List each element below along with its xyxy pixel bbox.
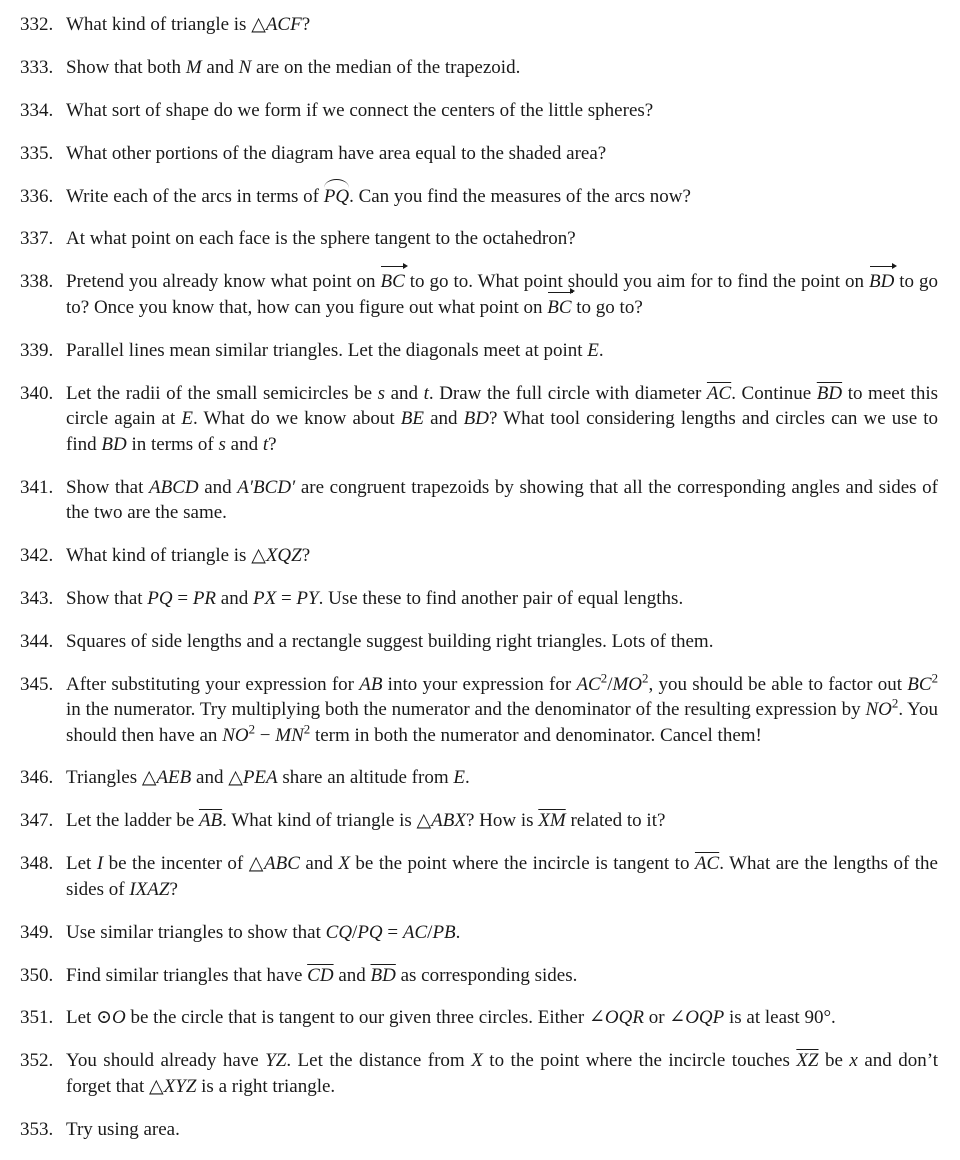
hint-item [20, 672, 938, 749]
hint-text: Write each of the arcs in terms of PQ. Can you find the measures of the arcs now? [66, 184, 938, 210]
hint-number: 351. [20, 1007, 54, 1029]
hint-number: 352. [20, 1050, 54, 1072]
hint-number: 337. [20, 228, 54, 250]
hint-number: 332. [20, 14, 54, 35]
hint-item [20, 851, 938, 902]
hint-item [20, 1048, 938, 1099]
hint-text: Show that ABCD and A′BCD′ are congruent trapezoids by showing that all the corresponding angles and sides of the two are the same. [66, 476, 939, 524]
hint-item [20, 1117, 938, 1143]
hint-text: Let ⊙O be the circle that is tangent to our given three circles. Either ∠OQR or ∠OQP is at least 90°. [66, 1007, 836, 1029]
hint-item [20, 586, 938, 612]
hint-text: What sort of shape do we form if we connect the centers of the little spheres? [66, 99, 654, 121]
hint-text: What kind of triangle is △ACF? [66, 14, 311, 35]
hint-number: 353. [20, 1118, 54, 1140]
hint-number: 350. [20, 964, 54, 986]
hint-item [20, 381, 938, 458]
hint-text: What other portions of the diagram have area equal to the shaded area? [66, 142, 607, 164]
hint-text: Triangles △AEB and △PEA share an altitude from E. [66, 767, 470, 789]
hint-item [20, 920, 938, 946]
hint-text: After substituting your expression for AB into your expression for $AC^2/MO^2$, you should be able to factor out $BC^2$ in the numerator. Try multiplying both the numerator and the denominator of the resulting expression by $NO^2$. You should then have an $NO^2 - MN^2$ term in both the numerator and denominator. Cancel them! [66, 670, 939, 746]
hint-item [20, 963, 938, 989]
hint-number: 339. [20, 339, 54, 361]
hint-item [20, 808, 938, 834]
hint-number: 346. [20, 767, 54, 789]
hint-text: Try using area. [66, 1118, 180, 1140]
hint-text: What kind of triangle is △XQZ? [66, 544, 311, 566]
hint-item [20, 1005, 938, 1031]
hint-number: 349. [20, 921, 54, 943]
hint-item [20, 141, 938, 167]
hint-item [20, 55, 938, 81]
hint-text: At what point on each face is the sphere tangent to the octahedron? [66, 228, 576, 250]
hint-number: 338. [20, 271, 54, 293]
hint-list [20, 12, 938, 1142]
hint-number: 343. [20, 587, 54, 609]
hint-item [20, 765, 938, 791]
hint-number: 335. [20, 142, 54, 164]
hint-item [20, 475, 938, 526]
hint-number: 348. [20, 853, 54, 875]
hint-text: Let the radii of the small semicircles be s and t. Draw the full circle with diameter $\overline{AC}$. Continue $\overline{BD}$ to meet this circle again at E. What do we know about BE and BD? What tool considering lengths and circles can we use to find BD in terms of s and t? [66, 382, 939, 455]
hint-item [20, 226, 938, 252]
hint-item [20, 12, 938, 38]
hint-item [20, 98, 938, 124]
hint-text: Let the ladder be $\overline{AB}$. What kind of triangle is △ABX? How is $\overline{XM}$ related to it? [66, 810, 666, 832]
hint-text: Show that PQ = PR and PX = PY. Use these to find another pair of equal lengths. [66, 587, 684, 609]
hint-number: 336. [20, 185, 54, 207]
hint-number: 334. [20, 99, 54, 121]
hint-text: Let I be the incenter of △ABC and X be the point where the incircle is tangent to $\overline{AC}$. What are the lengths of the sides of IXAZ? [66, 853, 938, 900]
hint-number: 341. [20, 476, 54, 498]
hint-number: 333. [20, 56, 54, 78]
hint-number: 340. [20, 382, 54, 404]
hint-text: Pretend you already know what point on BC to go to. What point should you aim for to find the point on BD to go to? Once you know that, how can you figure out what point on BC to go to? [66, 269, 938, 320]
hint-text: Use similar triangles to show that CQ/PQ = AC/PB. [66, 921, 461, 943]
hint-text: Find similar triangles that have $\overline{CD}$ and $\overline{BD}$ as corresponding sides. [66, 964, 578, 986]
hint-item [20, 629, 938, 655]
hint-number: 344. [20, 630, 54, 652]
hint-text: You should already have YZ. Let the distance from X to the point where the incircle touches $\overline{XZ}$ be x and don’t forget that △XYZ is a right triangle. [66, 1050, 939, 1097]
hint-text: Squares of side lengths and a rectangle suggest building right triangles. Lots of them. [66, 630, 714, 652]
hint-item [20, 269, 938, 320]
hint-item [20, 338, 938, 364]
hint-number: 345. [20, 673, 54, 695]
hint-text: Parallel lines mean similar triangles. Let the diagonals meet at point E. [66, 339, 604, 361]
hint-number: 347. [20, 810, 54, 832]
hint-text: Show that both M and N are on the median of the trapezoid. [66, 56, 521, 78]
hint-item [20, 543, 938, 569]
hint-item [20, 184, 938, 210]
hint-number: 342. [20, 544, 54, 566]
